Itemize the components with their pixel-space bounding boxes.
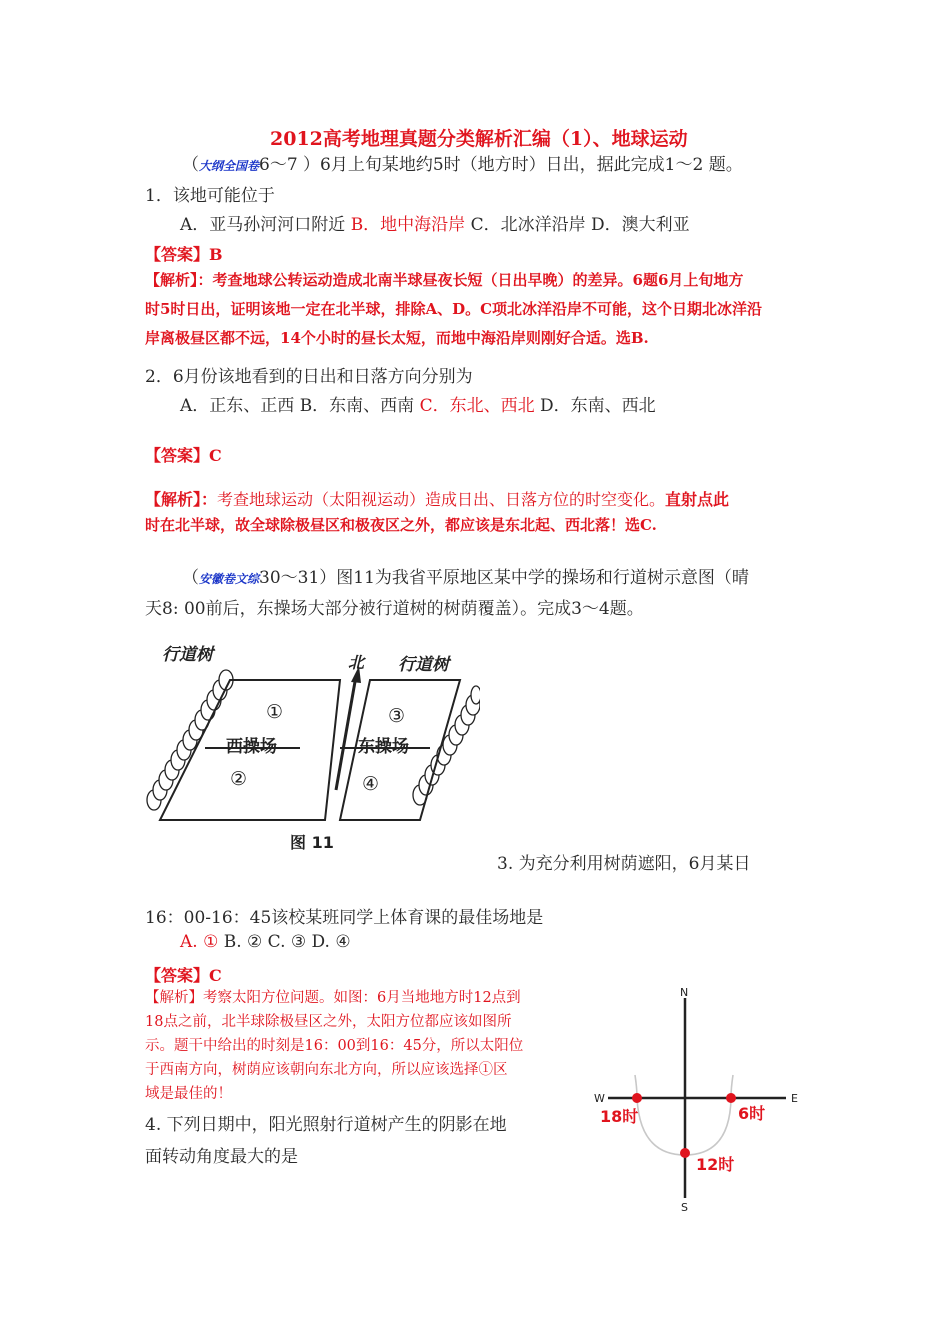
tree-row-right [413, 686, 480, 805]
q2-analysis-text: 考查地球运动（太阳视运动）造成日出、日落方位的时空变化。 [217, 490, 666, 509]
q2-option-d: D．东南、西北 [540, 396, 656, 416]
q1-answer: 【答案】B [145, 245, 223, 264]
q1-analysis-line: 岸离极昼区都不远，14个小时的昼长太短，而地中海沿岸则刚好合适。选B. [145, 329, 649, 347]
compass-west: W [594, 1092, 605, 1105]
sun-point-12 [680, 1148, 690, 1158]
q3-options-rest: B. ② C. ③ D. ④ [223, 932, 351, 952]
q3-option-a: A. ① [180, 932, 219, 952]
q1-option-b: B．地中海沿岸 [350, 215, 466, 235]
q3-stem-part-1: 3. 为充分利用树荫遮阳，6月某日 [497, 854, 751, 874]
q2-analysis-line-1 [145, 487, 729, 510]
intro-1-text: 6～7 ）6月上旬某地约5时（地方时）日出，据此完成1～2 题。 [259, 155, 743, 175]
figure-11 [140, 640, 480, 860]
q1-stem: 1．该地可能位于 [145, 186, 275, 206]
region-4: ④ [362, 773, 380, 795]
intro-2-line-1 [182, 563, 749, 588]
q2-options [180, 391, 656, 416]
source-label-1: 大纲全国卷 [199, 159, 260, 173]
q2-answer: 【答案】C [145, 446, 222, 465]
q1-analysis-line: 时5时日出，证明该地一定在北半球，排除A、D。C项北冰洋沿岸不可能，这个日期北冰洋沿 [145, 300, 763, 318]
q3-options [180, 932, 351, 952]
tree-label-right: 行道树 [398, 655, 449, 675]
north-label: 北 [348, 653, 365, 672]
q4-line-1: 4. 下列日期中，阳光照射行道树产生的阴影在地 [145, 1115, 507, 1135]
q1-option-a: A．亚马孙河河口附近 [180, 215, 346, 235]
q2-analysis-label: 【解析】： [145, 490, 218, 509]
east-field-label: 东操场 [358, 737, 409, 757]
q1-analysis [145, 266, 762, 353]
label-6h: 6时 [738, 1104, 766, 1123]
q3-analysis-line: 于西南方向，树荫应该朝向东北方向，所以应该选择①区 [145, 1062, 508, 1078]
compass-east: E [791, 1092, 798, 1105]
compass-south: S [681, 1201, 688, 1214]
region-2: ② [230, 768, 248, 790]
tree-label-left: 行道树 [162, 645, 213, 665]
region-3: ③ [388, 705, 406, 727]
q2-option-c: C．东北、西北 [419, 396, 535, 416]
source-label-2: 安徽卷文综 [199, 572, 260, 586]
q1-option-c: C．北冰洋沿岸 [470, 215, 586, 235]
sun-point-6 [726, 1093, 736, 1103]
page-title: 2012高考地理真题分类解析汇编（1）、地球运动 [270, 128, 688, 150]
label-12h: 12时 [696, 1155, 735, 1174]
q3-analysis-line: 【解析】考察太阳方位问题。如图：6月当地地方时12点到 [145, 990, 521, 1006]
q2-option-a: A．正东、正西 [180, 396, 295, 416]
figure-11-caption: 图 11 [290, 833, 334, 852]
sun-path-diagram [590, 980, 820, 1220]
intro-2-line-2: 天8: 00前后，东操场大部分被行道树的树荫覆盖）。完成3～4题。 [145, 599, 644, 619]
q1-options [180, 210, 690, 235]
q3-answer: 【答案】C [145, 966, 222, 985]
q3-analysis-line: 18点之前，北半球除极昼区之外，太阳方位都应该如图所 [145, 1014, 512, 1030]
compass-north: N [680, 986, 689, 999]
sun-point-18 [632, 1093, 642, 1103]
q3-analysis [145, 986, 523, 1106]
intro-2-text-1: 30～31）图11为我省平原地区某中学的操场和行道树示意图（晴 [259, 568, 749, 588]
region-1: ① [266, 701, 284, 723]
q4-line-2: 面转动角度最大的是 [145, 1147, 298, 1167]
q2-analysis-bold: 直射点此 [665, 490, 730, 509]
intro-1-open: （ [182, 155, 199, 175]
q3-stem-part-2: 16：00-16：45该校某班同学上体育课的最佳场地是 [145, 908, 544, 928]
q3-analysis-line: 示。题干中给出的时刻是16：00到16：45分，所以太阳位 [145, 1038, 524, 1054]
q2-analysis-line-2: 时在北半球，故全球除极昼区和极夜区之外，都应该是东北起、西北落！选C. [145, 516, 657, 534]
west-field-label: 西操场 [226, 737, 277, 757]
q2-stem: 2．6月份该地看到的日出和日落方向分别为 [145, 367, 473, 387]
intro-2-open: （ [182, 568, 199, 588]
q3-analysis-line: 域是最佳的！ [145, 1086, 232, 1102]
q1-option-d: D．澳大利亚 [591, 215, 690, 235]
q1-analysis-line: 【解析】：考查地球公转运动造成北南半球昼夜长短（日出早晚）的差异。6题6月上旬地方 [145, 271, 744, 289]
label-18h: 18时 [600, 1107, 639, 1126]
intro-1 [182, 150, 743, 175]
q2-option-b: B．东南、西南 [299, 396, 415, 416]
tree-row-left [147, 670, 233, 810]
